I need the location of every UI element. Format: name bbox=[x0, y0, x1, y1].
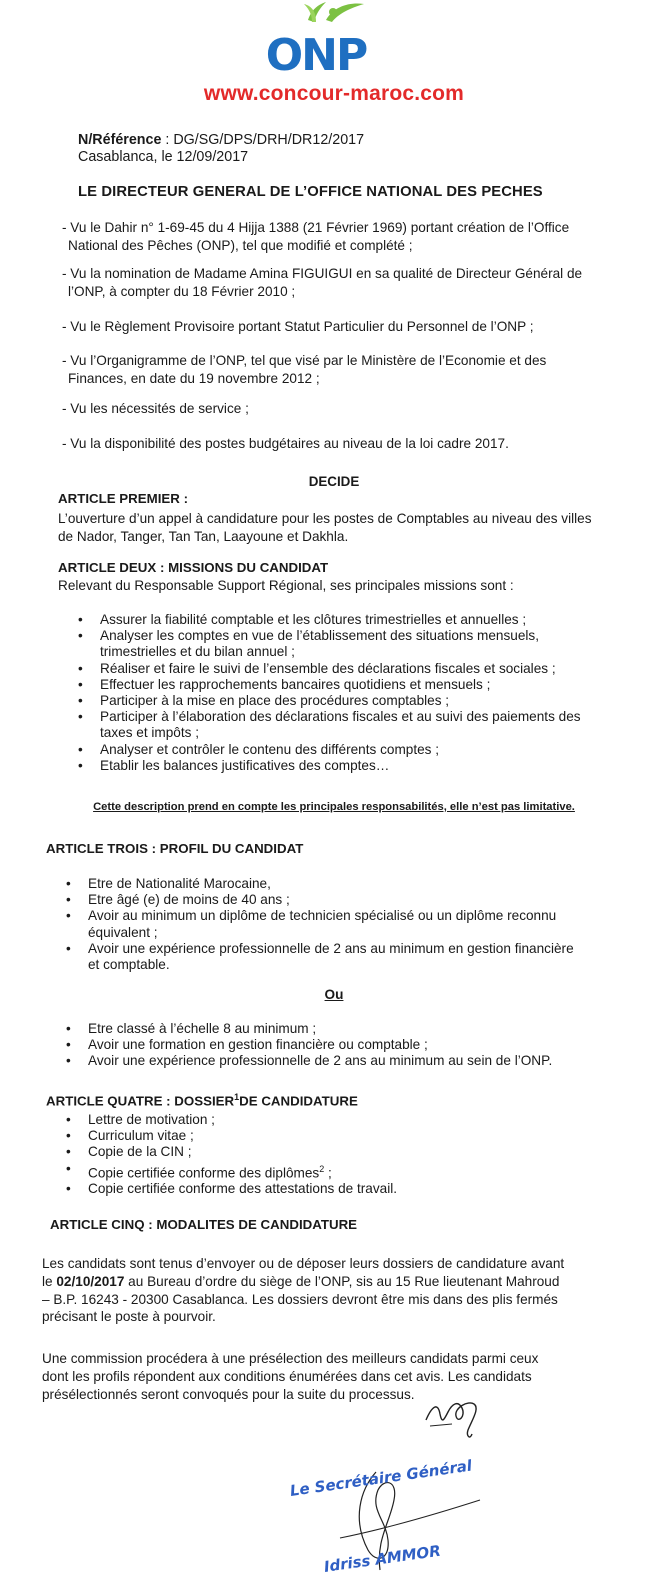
consideration-2: - Vu la nomination de Madame Amina FIGUIGUI en sa qualité de Directeur Général de l’ONP, à compter du 18 Février 2010 ; bbox=[62, 266, 583, 299]
article-1-heading: ARTICLE PREMIER : bbox=[58, 491, 189, 506]
list-item: • Analyser et contrôler le contenu des différents comptes ; bbox=[78, 742, 606, 758]
article-3-heading: ARTICLE TROIS : PROFIL DU CANDIDAT bbox=[46, 841, 304, 856]
document-title: LE DIRECTEUR GENERAL DE L’OFFICE NATIONAL DES PECHES bbox=[78, 184, 543, 200]
list-item: • Réaliser et faire le suivi de l’ensemble des déclarations fiscales et sociales ; bbox=[78, 661, 606, 677]
article-2-intro: Relevant du Responsable Support Régional, ses principales missions sont : bbox=[58, 578, 514, 593]
consideration-3: - Vu le Règlement Provisoire portant Statut Particulier du Personnel de l’ONP ; bbox=[62, 319, 534, 334]
profile-list-a bbox=[66, 876, 602, 973]
list-item: • Etre classé à l’échelle 8 au minimum ; bbox=[66, 1021, 602, 1037]
place-date: Casablanca, le 12/09/2017 bbox=[78, 149, 249, 165]
article-2-heading: ARTICLE DEUX : MISSIONS DU CANDIDAT bbox=[58, 560, 329, 575]
article-5-paragraph-1: Les candidats sont tenus d’envoyer ou de déposer leurs dossiers de candidature avant le 02/10/2017 au Bureau d’ordre du siège de l’ONP, sis au 15 Rue lieutenant Mahroud – B.P. 16243 - 20300 Casablanca. Les dossiers devront être mis dans des plis fermés précisant le poste à pourvoir. bbox=[42, 1256, 565, 1325]
article-5-heading: ARTICLE CINQ : MODALITES DE CANDIDATURE bbox=[50, 1217, 358, 1232]
list-item: • Participer à la mise en place des procédures comptables ; bbox=[78, 693, 606, 709]
decide-heading: DECIDE bbox=[308, 474, 360, 489]
stamp-name: Idriss AMMOR bbox=[322, 1541, 442, 1576]
article-5-paragraph-2: Une commission procédera à une présélection des meilleurs candidats parmi ceux dont les profils répondent aux conditions énumérées dans cet avis. Les candidats présélectionnés seront convoqués pour la suite du processus. bbox=[42, 1351, 539, 1402]
list-item: • Avoir une expérience professionnelle de 2 ans au minimum au sein de l’ONP. bbox=[66, 1053, 602, 1069]
reference-value: : DG/SG/DPS/DRH/DR12/2017 bbox=[161, 132, 365, 148]
onp-logo bbox=[246, 0, 386, 75]
list-item: • Participer à l’élaboration des déclarations fiscales et au suivi des paiements des taxes et impôts ; bbox=[78, 709, 606, 741]
website-url[interactable]: www.concour-maroc.com bbox=[203, 82, 465, 105]
handwritten-initials bbox=[422, 1390, 492, 1442]
list-item: • Lettre de motivation ; bbox=[66, 1112, 602, 1128]
or-separator: Ou bbox=[324, 987, 344, 1002]
consideration-5: - Vu les nécessités de service ; bbox=[62, 401, 249, 416]
list-item: • Avoir au minimum un diplôme de technicien spécialisé ou un diplôme reconnu équivalent ; bbox=[66, 908, 602, 940]
list-item: • Effectuer les rapprochements bancaires quotidiens et mensuels ; bbox=[78, 677, 606, 693]
list-item: • Analyser les comptes en vue de l’établissement des situations mensuels, trimestrielles et du bilan annuel ; bbox=[78, 628, 606, 660]
reference-label: N/Référence bbox=[78, 132, 162, 148]
list-item: • Copie certifiée conforme des attestations de travail. bbox=[66, 1181, 602, 1197]
secretary-stamp bbox=[280, 1456, 510, 1591]
consideration-1: - Vu le Dahir n° 1-69-45 du 4 Hijja 1388 (21 Février 1969) portant création de l’Office National des Pêches (ONP), tel que modifié et complété ; bbox=[62, 220, 570, 253]
profile-list-b bbox=[66, 1021, 602, 1070]
list-item: • Avoir une formation en gestion financière ou comptable ; bbox=[66, 1037, 602, 1053]
description-note: Cette description prend en compte les principales responsabilités, elle n’est pas limitative. bbox=[93, 801, 575, 813]
list-item: • Etre de Nationalité Marocaine, bbox=[66, 876, 602, 892]
article-1-text: L’ouverture d’un appel à candidature pour les postes de Comptables au niveau des villes de Nador, Tanger, Tan Tan, Laayoune et Dakhla. bbox=[58, 511, 592, 544]
list-item: • Assurer la fiabilité comptable et les clôtures trimestrielles et annuelles ; bbox=[78, 612, 606, 628]
logo-text: ONP bbox=[265, 30, 367, 75]
list-item: • Copie de la CIN ; bbox=[66, 1144, 602, 1160]
list-item: • Curriculum vitae ; bbox=[66, 1128, 602, 1144]
article-4-heading: ARTICLE QUATRE : DOSSIER$^1$DE CANDIDATURE bbox=[46, 1092, 358, 1109]
documents-list bbox=[66, 1112, 602, 1198]
consideration-6: - Vu la disponibilité des postes budgétaires au niveau de la loi cadre 2017. bbox=[62, 436, 509, 451]
list-item: • Etre âgé (e) de moins de 40 ans ; bbox=[66, 892, 602, 908]
list-item: • Avoir une expérience professionnelle de 2 ans au minimum en gestion financière et comptable. bbox=[66, 941, 602, 973]
list-item: • Etablir les balances justificatives des comptes… bbox=[78, 758, 606, 774]
missions-list bbox=[78, 612, 606, 774]
stamp-title: Le Secrétaire Général bbox=[288, 1456, 474, 1500]
deadline-date: 02/10/2017 bbox=[56, 1273, 125, 1289]
list-item: • Copie certifiée conforme des diplômes$^2$ ; bbox=[66, 1161, 602, 1182]
consideration-4: - Vu l’Organigramme de l’ONP, tel que visé par le Ministère de l’Economie et des Finances, en date du 19 novembre 2012 ; bbox=[62, 353, 547, 386]
reference-block bbox=[78, 132, 364, 166]
